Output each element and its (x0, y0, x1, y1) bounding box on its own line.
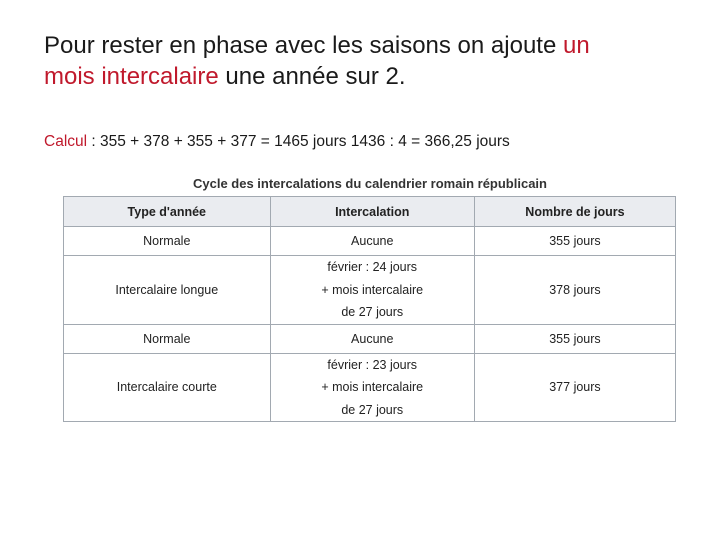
cell-type: Intercalaire courte (64, 353, 271, 422)
calculation-line (44, 131, 704, 153)
intercalation-line: + mois intercalaire (321, 282, 424, 297)
title-text-start: Pour rester en phase avec les saisons on ajoute (44, 32, 563, 59)
title-highlight-un: un (562, 32, 590, 59)
header-days: Nombre de jours (474, 197, 675, 227)
intercalation-table (63, 196, 676, 422)
header-type: Type d'année (64, 197, 271, 227)
cell-days: 355 jours (474, 227, 675, 256)
intercalation-line: de 27 jours (341, 402, 404, 417)
cell-intercalation (270, 353, 474, 422)
intercalation-line: de 27 jours (341, 305, 404, 319)
table-header-row (64, 197, 676, 227)
slide-title (44, 30, 684, 92)
cell-days: 377 jours (474, 353, 675, 422)
title-highlight-mois: mois intercalaire (44, 63, 219, 90)
calculation-label: Calcul (44, 133, 88, 150)
cell-intercalation: Aucune (270, 324, 474, 353)
table-row (64, 353, 676, 422)
cell-days: 378 jours (474, 256, 675, 325)
cell-days: 355 jours (474, 324, 675, 353)
table-row (64, 256, 676, 325)
intercalation-line: + mois intercalaire (321, 380, 424, 394)
cell-type: Intercalaire longue (64, 256, 271, 325)
title-text-end: une année sur 2. (218, 63, 406, 90)
intercalation-line: février : 23 jours (327, 357, 418, 372)
intercalation-line: février : 24 jours (327, 260, 418, 274)
calculation-text: : 355 + 378 + 355 + 377 = 1465 jours 1436 : 4 = 366,25 jours (87, 133, 510, 150)
table-row (64, 324, 676, 353)
header-intercalation: Intercalation (270, 197, 474, 227)
cell-type: Normale (64, 227, 271, 256)
table-caption: Cycle des intercalations du calendrier romain républicain (192, 176, 547, 191)
table-row (64, 227, 676, 256)
cell-intercalation (270, 256, 474, 325)
cell-intercalation: Aucune (270, 227, 474, 256)
cell-type: Normale (64, 324, 271, 353)
